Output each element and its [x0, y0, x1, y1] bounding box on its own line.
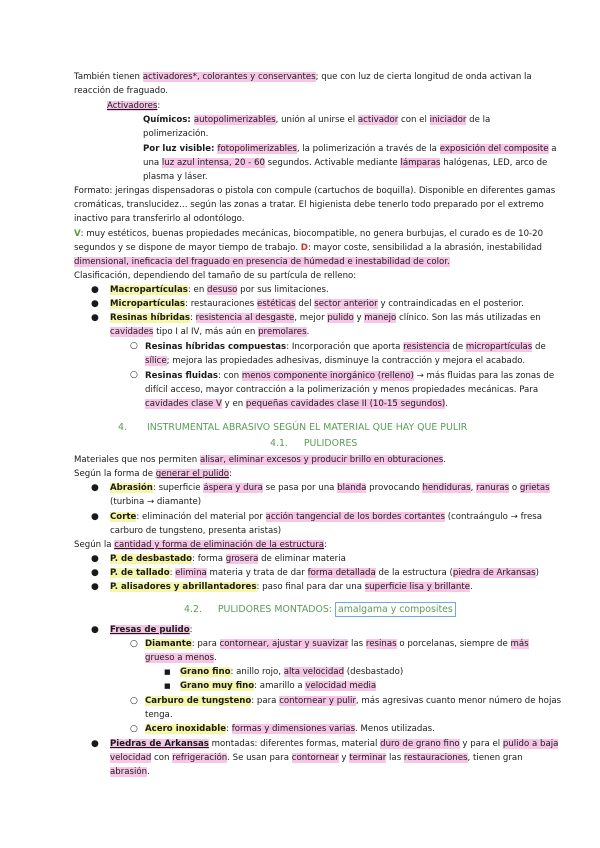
text: : forma — [192, 554, 226, 564]
text-line — [143, 114, 490, 126]
bullet-disc-icon: ● — [91, 625, 99, 635]
list-item — [180, 666, 403, 678]
text: También tienen — [74, 72, 143, 82]
text: montadas: diferentes formas, material — [208, 739, 381, 749]
bullet-circle-icon: ○ — [130, 639, 138, 649]
text-line — [74, 468, 232, 480]
label: Corte — [110, 512, 137, 522]
highlight: autopolimerizables — [193, 115, 276, 125]
text: halógenas, LED, arco de — [440, 158, 548, 168]
highlight: resinas — [365, 639, 397, 649]
text: segundos y se dispone de mayor tiempo de trabajo. — [74, 243, 301, 253]
text-line — [74, 199, 544, 211]
heading-number: 4. — [118, 422, 127, 433]
text: : — [189, 625, 193, 635]
text: : — [226, 724, 232, 734]
text-line — [74, 454, 446, 466]
bullet-disc-icon: ● — [91, 568, 99, 578]
highlight: superficie lisa y brillante — [364, 582, 471, 592]
list-item — [110, 482, 550, 494]
text: ; que con luz de cierta longitud de onda activan la — [315, 72, 532, 82]
text: : Incorporación que aporta — [286, 342, 404, 352]
text: las — [386, 753, 404, 763]
text: de la estructura ( — [375, 568, 453, 578]
heading-number: 4.2. — [184, 604, 202, 615]
text: , la polimerización a través de la — [296, 144, 440, 154]
list-item — [145, 341, 546, 353]
text: : para — [251, 696, 280, 706]
text: provocando — [366, 483, 423, 493]
list-item — [110, 284, 329, 296]
label: P. alisadores y abrillantadores — [110, 582, 257, 592]
label: Resinas fluidas — [145, 371, 219, 381]
highlight: áspera y dura — [203, 483, 263, 493]
text: . — [214, 653, 217, 663]
text: : — [229, 469, 232, 479]
text-line — [145, 398, 448, 410]
text: : anillo rojo, — [230, 667, 284, 677]
text: inactivo para transferirlo al odontólogo. — [74, 214, 245, 224]
label: Diamante — [145, 639, 192, 649]
highlight: pulido a baja — [502, 739, 559, 749]
text-line — [143, 157, 547, 169]
text: de — [532, 342, 546, 352]
text: con — [151, 753, 173, 763]
text: cromáticas, translucidez… según las zonas a tratar. El higienista debe tenerlo todo preparado por el extremo — [74, 200, 544, 210]
list-item — [145, 370, 554, 382]
text: . — [147, 767, 150, 777]
text: Según la — [74, 540, 115, 550]
bullet-circle-icon: ○ — [130, 696, 138, 706]
text: . Se usan para — [227, 753, 292, 763]
text: Según la forma de — [74, 469, 156, 479]
label: Piedras de Arkansas — [110, 739, 209, 749]
text-line — [145, 652, 217, 664]
highlight: resistencia — [403, 342, 450, 352]
highlight: activadores*, colorantes y conservantes — [142, 72, 316, 82]
text: : amarillo a — [254, 681, 306, 691]
text: . — [443, 455, 446, 465]
label: Carburo de tungsteno — [145, 696, 252, 706]
text: (contraángulo → fresa — [444, 512, 542, 522]
highlight: generar el pulido — [155, 469, 230, 479]
heading-text: PULIDORES MONTADOS: — [217, 604, 335, 615]
disadvantage-marker: D — [300, 243, 308, 253]
text-line — [74, 539, 327, 551]
text: del — [295, 299, 315, 309]
text-line — [74, 270, 356, 282]
bullet-square-icon: ■ — [164, 668, 171, 676]
highlight: restauraciones — [403, 753, 468, 763]
list-item — [110, 298, 524, 310]
highlight: abrasión — [110, 767, 148, 777]
activadores-heading — [107, 100, 160, 112]
advantage-marker: V — [74, 229, 81, 239]
text: plasma y láser. — [143, 172, 208, 182]
highlight: activador — [357, 115, 399, 125]
text: a — [548, 144, 557, 154]
text: . — [306, 327, 310, 337]
highlight: acción tangencial de los bordes cortantes — [265, 512, 445, 522]
text: : paso final para dar una — [256, 582, 365, 592]
list-item — [110, 624, 193, 636]
highlight: formas y dimensiones varias — [231, 724, 356, 734]
highlight: cantidad y forma de eliminación de la estructura — [114, 540, 325, 550]
text: ; mejora las propiedades adhesivas, disminuye la contracción y mejora el acabado. — [166, 356, 526, 366]
highlight: grosera — [225, 554, 259, 564]
text-line — [110, 525, 281, 537]
highlight: pulido — [327, 313, 354, 323]
highlight: alisar, eliminar excesos y producir brillo en obturaciones — [199, 455, 444, 465]
text: . — [445, 399, 449, 409]
text: : muy estéticos, buenas propiedades mecánicas, biocompatible, no genera burbujas, el curado es de 10-20 — [80, 229, 544, 239]
text-line — [74, 256, 450, 268]
text-line — [110, 752, 523, 764]
text: : — [169, 568, 176, 578]
label: P. de desbastado — [110, 554, 193, 564]
highlight: fotopolimerizables — [217, 144, 297, 154]
text: y — [338, 753, 350, 763]
bullet-circle-icon: ○ — [130, 341, 138, 351]
list-item — [145, 723, 435, 735]
highlight: cavidades — [110, 327, 154, 337]
text-line — [74, 185, 555, 197]
list-item — [110, 581, 473, 593]
text: clínico. Son las más utilizadas en — [396, 313, 541, 323]
highlight: forma detallada — [307, 568, 376, 578]
highlight: duro de grano fino — [380, 739, 460, 749]
text: → más fluidas para las zonas de — [413, 371, 555, 381]
highlight: terminar — [349, 753, 387, 763]
text: las — [348, 639, 366, 649]
highlight: contornear y pulir — [279, 696, 356, 706]
highlight: contornear, ajustar y suavizar — [219, 639, 349, 649]
highlight: cavidades clase V — [145, 399, 222, 409]
bullet-disc-icon: ● — [91, 739, 99, 749]
bullet-disc-icon: ● — [91, 483, 99, 493]
bullet-disc-icon: ● — [91, 313, 99, 323]
highlight: alta velocidad — [283, 667, 345, 677]
bullet-circle-icon: ○ — [130, 724, 138, 734]
highlight: más — [510, 639, 529, 649]
highlight: piedra de Arkansas — [452, 568, 536, 578]
label: Abrasión — [110, 483, 153, 493]
highlight: ranuras — [476, 483, 510, 493]
highlight: luz azul intensa, 20 - 60 — [161, 158, 265, 168]
list-item — [110, 312, 541, 324]
text-line — [145, 384, 538, 396]
highlight: exposición del composite — [439, 144, 549, 154]
highlight: velocidad — [110, 753, 152, 763]
highlight: menos componente inorgánico (relleno) — [241, 371, 414, 381]
highlight: contornear — [291, 753, 339, 763]
bullet-disc-icon: ● — [91, 299, 99, 309]
list-item — [145, 695, 561, 707]
text: : restauraciones — [185, 299, 257, 309]
text: Clasificación, dependiendo del tamaño de su partícula de relleno: — [74, 271, 357, 281]
label: Resinas híbridas — [110, 313, 190, 323]
text: de la — [466, 115, 491, 125]
text: Materiales que nos permiten — [74, 455, 200, 465]
bullet-disc-icon: ● — [91, 285, 99, 295]
text: (desbastado) — [344, 667, 404, 677]
highlight: grueso a menos — [145, 653, 215, 663]
highlight: premolares — [258, 327, 307, 337]
text: y en — [221, 399, 246, 409]
highlight: refrigeración — [172, 753, 228, 763]
text: (turbina → diamante) — [110, 497, 202, 507]
boxed-heading-text: amalgama y composites — [335, 602, 456, 617]
text: se pasa por una — [262, 483, 338, 493]
text: reacción de fraguado. — [74, 86, 168, 96]
subsection-heading — [270, 438, 357, 450]
text: : en — [187, 285, 207, 295]
highlight: hendiduras — [422, 483, 471, 493]
highlight: Activadores — [107, 101, 158, 111]
text: : mayor coste, sensibilidad a la abrasión, inestabilidad — [307, 243, 542, 253]
text: Formato: jeringas dispensadoras o pistola con compule (cartuchos de boquilla). Disponible en diferentes gamas — [74, 186, 556, 196]
label: Grano muy fino — [180, 681, 255, 691]
list-item — [110, 567, 539, 579]
list-item — [110, 553, 346, 565]
text: : eliminación del material por — [136, 512, 266, 522]
text-line — [143, 143, 557, 155]
label: Químicos: — [143, 115, 194, 125]
highlight: micropartículas — [465, 342, 533, 352]
text: : para — [191, 639, 220, 649]
text: . — [470, 582, 473, 592]
text: ) — [535, 568, 540, 578]
highlight: resistencia al desgaste — [195, 313, 295, 323]
text: o porcelanas, siempre de — [396, 639, 511, 649]
text: por sus limitaciones. — [237, 285, 329, 295]
bullet-square-icon: ■ — [164, 682, 171, 690]
text: con el — [398, 115, 430, 125]
text: , — [470, 483, 477, 493]
list-item — [110, 511, 542, 523]
text: : superficie — [152, 483, 204, 493]
text: , mejor — [294, 313, 328, 323]
text-line — [110, 326, 309, 338]
text: polimerización. — [143, 129, 209, 139]
text: tipo I al IV, más aún en — [153, 327, 259, 337]
highlight: sector anterior — [314, 299, 378, 309]
label: P. de tallado — [110, 568, 170, 578]
list-item — [145, 638, 529, 650]
list-item — [180, 680, 376, 692]
text: de — [449, 342, 466, 352]
highlight: blanda — [337, 483, 367, 493]
text-line — [110, 496, 201, 508]
bullet-disc-icon: ● — [91, 554, 99, 564]
text: carburo de tungsteno, presenta aristas) — [110, 526, 282, 536]
text: y para el — [459, 739, 503, 749]
highlight: grietas — [519, 483, 550, 493]
text: , unión al unirse el — [275, 115, 358, 125]
text-line — [74, 85, 168, 97]
label: Resinas híbridas compuestas — [145, 342, 287, 352]
heading-text: PULIDORES — [303, 438, 358, 449]
label: Micropartículas — [110, 299, 186, 309]
text: o — [509, 483, 520, 493]
text: tenga. — [145, 710, 173, 720]
text-line — [110, 766, 150, 778]
heading-number: 4.1. — [270, 438, 288, 449]
text-line — [145, 355, 525, 367]
text: : con — [218, 371, 242, 381]
text-line — [74, 213, 245, 225]
text: , tienen gran — [467, 753, 523, 763]
list-item — [110, 738, 558, 750]
text: . Menos utilizadas. — [355, 724, 435, 734]
highlight: desuso — [207, 285, 238, 295]
section-heading — [118, 422, 467, 434]
highlight: elimina — [175, 568, 207, 578]
text-line — [143, 128, 208, 140]
text-line — [74, 242, 542, 254]
label: Acero inoxidable — [145, 724, 227, 734]
text: y contraindicadas en el posterior. — [377, 299, 524, 309]
highlight: iniciador — [429, 115, 467, 125]
highlight: velocidad media — [305, 681, 377, 691]
text: de eliminar materia — [258, 554, 346, 564]
highlight: pequeñas cavidades clase II (10-15 segundos) — [245, 399, 446, 409]
highlight: estéticas — [257, 299, 296, 309]
text: , más agresivas cuanto menor número de hojas — [355, 696, 562, 706]
highlight: dimensional, ineficacia del fraguado en presencia de húmedad e inestabilidad de color. — [74, 257, 450, 267]
text: : — [324, 540, 327, 550]
label: Por luz visible: — [143, 144, 218, 154]
text: materia y trata de dar — [206, 568, 308, 578]
text: difícil acceso, mayor contracción a la polimerización y menos propiedades mecánicas. Para — [145, 385, 539, 395]
text: y — [353, 313, 365, 323]
label: Grano fino — [180, 667, 231, 677]
subsection-heading — [184, 604, 456, 616]
text-line — [74, 71, 532, 83]
heading-text: INSTRUMENTAL ABRASIVO SEGÚN EL MATERIAL QUE HAY QUE PULIR — [146, 422, 468, 433]
text: una — [143, 158, 162, 168]
text-line — [145, 709, 173, 721]
highlight: lámparas — [400, 158, 441, 168]
text: segundos. Activable mediante — [264, 158, 401, 168]
text-line — [143, 171, 208, 183]
label: Macropartículas — [110, 285, 188, 295]
highlight: manejo — [364, 313, 397, 323]
text-line — [74, 228, 543, 240]
text: : — [190, 313, 196, 323]
bullet-circle-icon: ○ — [130, 370, 138, 380]
label: Fresas de pulido — [110, 625, 190, 635]
text: : — [157, 101, 161, 111]
highlight: sílice — [145, 356, 167, 366]
bullet-disc-icon: ● — [91, 512, 99, 522]
bullet-disc-icon: ● — [91, 582, 99, 592]
